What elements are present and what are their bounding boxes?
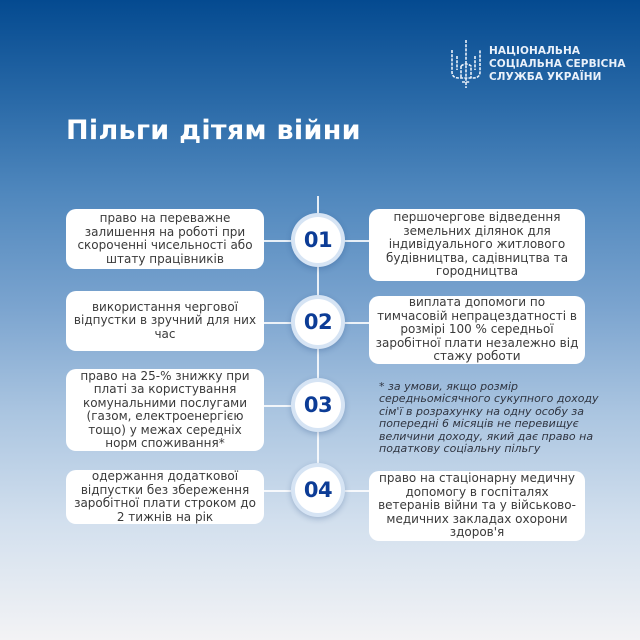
footnote-line: сім'ї в розрахунку на одну особу за: [379, 404, 584, 418]
footnote: [379, 380, 599, 456]
benefit-card-04-right: [369, 471, 585, 541]
connector-04-right: [343, 490, 369, 492]
org-name-line-3: СЛУЖБА УКРАЇНИ: [489, 70, 602, 83]
connector-03-left: [264, 405, 294, 407]
benefit-card-04-left: [66, 470, 264, 524]
benefit-text: одержання додаткової відпустки без збереження заробітної плати строком до 2 тижнів на рік: [74, 469, 256, 524]
step-number: 01: [295, 217, 341, 263]
benefit-text: право на переважне залишення на роботі при скороченні чисельності або штату працівників: [77, 211, 253, 266]
benefit-card-01-left: [66, 209, 264, 269]
benefit-card-02-left: [66, 291, 264, 351]
step-number: 03: [295, 382, 341, 428]
step-number: 02: [295, 299, 341, 345]
benefit-card-03-left: [66, 369, 264, 451]
footnote-line: * за умови, якщо розмір: [379, 380, 518, 393]
step-badge-02: [291, 295, 345, 349]
benefit-text: право на 25-% знижку при платі за користування комунальними послугами (газом, електроенергією тощо) у межах середніх норм споживання*: [80, 368, 250, 450]
page-title: Пільги дітям війни: [66, 115, 361, 146]
benefit-text: виплата допомоги по тимчасовій непрацездатності в розмірі 100 % середньої заробітної плати незалежно від стажу роботи: [375, 295, 579, 364]
benefit-text: використання чергової відпустки в зручний для них час: [73, 299, 257, 341]
organization-name: [489, 45, 626, 84]
trident-emblem-icon: [449, 38, 483, 90]
step-badge-04: [291, 463, 345, 517]
step-number: 04: [295, 467, 341, 513]
org-name-line-2: СОЦІАЛЬНА СЕРВІСНА: [489, 57, 626, 70]
footnote-line: податкову соціальну пільгу: [379, 442, 541, 456]
step-badge-03: [291, 378, 345, 432]
benefit-text: право на стаціонарну медичну допомогу в госпіталях ветеранів війни та у військово-медичних закладах охорони здоров'я: [378, 471, 576, 540]
connector-02-left: [264, 322, 294, 324]
connector-02-right: [343, 322, 369, 324]
benefit-card-01-right: [369, 209, 585, 281]
connector-01-right: [343, 240, 369, 242]
connector-01-left: [264, 240, 294, 242]
org-name-line-1: НАЦІОНАЛЬНА: [489, 44, 581, 57]
benefit-card-02-right: [369, 296, 585, 364]
connector-04-left: [264, 490, 294, 492]
step-badge-01: [291, 213, 345, 267]
benefit-text: першочергове відведення земельних ділянок для індивідуального житлового будівництва, садівництва та городництва: [385, 210, 569, 279]
nssu-logo: [449, 38, 626, 90]
footnote-line: середньомісячного сукупного доходу: [379, 392, 599, 406]
footnote-line: попередні 6 місяців не перевищує: [379, 417, 579, 431]
footnote-line: величини доходу, який дає право на: [379, 429, 594, 443]
